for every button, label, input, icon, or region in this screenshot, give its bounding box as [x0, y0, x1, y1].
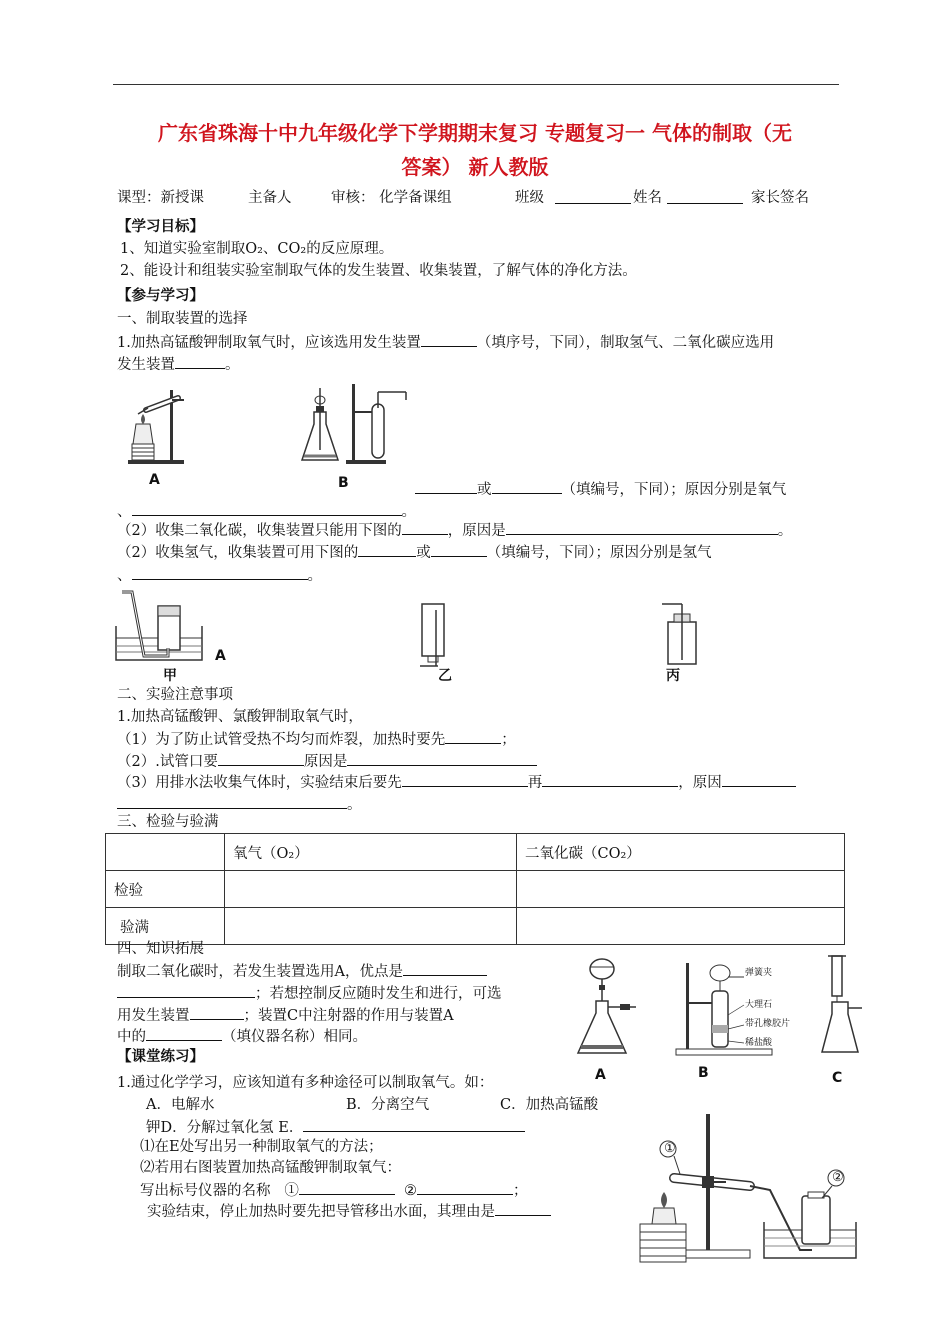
- co2-collect-text: （2）收集二氧化碳，收集装置只能用下图的: [117, 523, 402, 539]
- o2-reason-text: （填编号，下同）；原因分别是氧气: [561, 482, 787, 498]
- sub-question-3-end: ；: [513, 1183, 528, 1199]
- name-label: 姓名: [633, 190, 662, 206]
- parent-signature-label: 家长签名: [751, 190, 809, 206]
- sub-question-2: ⑵若用右图装置加热高锰酸钾制取氧气：: [140, 1160, 401, 1176]
- q1-text-c: 发生装置: [117, 357, 175, 373]
- sub-question-3: 写出标号仪器的名称: [140, 1183, 271, 1199]
- goal-1: 1、知道实验室制取O₂、CO₂的反应原理。: [120, 241, 394, 257]
- practice-apparatus-figure: [630, 1112, 860, 1264]
- fig-label-a-2: A: [215, 648, 226, 664]
- extend-apparatus-a: [574, 955, 644, 1059]
- instrument-blank-2[interactable]: [417, 1180, 513, 1195]
- h2-or: 或: [416, 545, 431, 561]
- o2-comma: 、: [117, 504, 132, 520]
- section-2-title: 二、实验注意事项: [117, 687, 233, 703]
- fig-label-yi: 乙: [438, 668, 452, 684]
- note-3-blank-1[interactable]: [402, 772, 528, 787]
- q1-text-b: （填序号，下同），制取氢气、二氧化碳应选用: [476, 335, 775, 351]
- o2-end: 。: [401, 504, 416, 520]
- section-3-title: 三、检验与验满: [117, 814, 219, 830]
- extend-line-3a: 用发生装置: [117, 1008, 190, 1024]
- table-header-o2: 氧气（O₂）: [225, 834, 517, 871]
- table-cell-co2-test[interactable]: [517, 871, 845, 908]
- name-blank[interactable]: [667, 189, 743, 204]
- q1-blank-2[interactable]: [175, 354, 225, 369]
- page-title-line1: 广东省珠海十中九年级化学下学期期末复习 专题复习一 气体的制取（无: [158, 121, 792, 145]
- sub-question-1: ⑴在E处写出另一种制取氧气的方法；: [140, 1139, 383, 1155]
- note-2-text: （2）.试管口要: [117, 754, 218, 770]
- tag-spring-clip: 弹簧夹: [745, 968, 773, 978]
- note-2-blank-2[interactable]: [347, 751, 537, 766]
- o2-collect-blank-2[interactable]: [492, 479, 562, 494]
- table-cell-co2-full[interactable]: [517, 908, 845, 945]
- option-d-e: 钾D．分解过氧化氢 E．: [146, 1120, 304, 1136]
- table-cell-o2-full[interactable]: [225, 908, 517, 945]
- note-2-reason: 原因是: [303, 754, 348, 770]
- h2-collect-text: （2）收集氢气，收集装置可用下图的: [117, 545, 359, 561]
- collection-yi-figure: [414, 600, 454, 670]
- notes-intro: 1.加热高锰酸钾、氯酸钾制取氧气时，: [117, 709, 363, 725]
- note-3-then: 再: [527, 775, 543, 791]
- note-3-blank-4[interactable]: [117, 794, 347, 809]
- sub-question-4-blank[interactable]: [495, 1201, 551, 1216]
- table-row-full-label: 验满: [106, 908, 225, 945]
- section-4-title: 四、知识拓展: [117, 941, 204, 957]
- table-row-test-label: 检验: [106, 871, 225, 908]
- co2-end: 。: [777, 523, 793, 539]
- note-1-end: ；: [501, 732, 516, 748]
- instrument-number-1: ①: [284, 1183, 299, 1199]
- page-title-line2: 答案） 新人教版: [401, 155, 549, 179]
- o2-collect-blank-1[interactable]: [415, 479, 477, 494]
- extend-line-4b: （填仪器名称）相同。: [222, 1029, 367, 1045]
- option-c: C．加热高锰酸: [500, 1097, 599, 1113]
- extend-line-4a: 中的: [117, 1029, 146, 1045]
- option-b: B．分离空气: [346, 1097, 430, 1113]
- sub-question-4: 实验结束，停止加热时要先把导管移出水面，其理由是: [147, 1204, 495, 1220]
- h2-collect-blank-1[interactable]: [358, 542, 416, 557]
- option-a: A．电解水: [146, 1097, 215, 1113]
- h2-reason-blank[interactable]: [132, 565, 308, 580]
- note-2-blank-1[interactable]: [218, 751, 304, 766]
- fig-label-b: B: [338, 475, 349, 491]
- extend-apparatus-c: [818, 952, 866, 1058]
- extend-fig-label-c: C: [832, 1070, 843, 1086]
- co2-reason-blank[interactable]: [506, 520, 778, 535]
- instrument-blank-1[interactable]: [299, 1180, 395, 1195]
- apparatus-a-figure: [126, 384, 196, 466]
- fig-label-bing: 丙: [666, 668, 680, 684]
- extend-blank-3[interactable]: [190, 1005, 244, 1020]
- note-3-reason: ，原因: [678, 775, 722, 791]
- h2-collect-blank-2[interactable]: [431, 542, 487, 557]
- participate-heading: 【参与学习】: [117, 287, 204, 304]
- class-label: 班级: [515, 190, 544, 206]
- course-type: 课型：新授课: [117, 190, 204, 206]
- practice-heading: 【课堂练习】: [117, 1048, 204, 1065]
- note-3-blank-3[interactable]: [722, 772, 796, 787]
- co2-reason-label: ，原因是: [447, 523, 506, 539]
- h2-end: 。: [307, 568, 322, 584]
- collection-bing-figure: [660, 600, 704, 668]
- section-1-title: 一、制取装置的选择: [117, 311, 248, 327]
- table-corner: [106, 834, 225, 871]
- instrument-number-2: ②: [404, 1183, 418, 1199]
- co2-collect-blank[interactable]: [402, 520, 448, 535]
- note-3-text: （3）用排水法收集气体时，实验结束后要先: [117, 775, 402, 791]
- extend-apparatus-b: [672, 955, 792, 1059]
- h2-reason-text: （填编号，下同）；原因分别是氢气: [486, 545, 712, 561]
- extend-fig-label-b: B: [698, 1065, 709, 1081]
- header-rule: [113, 84, 839, 85]
- note-1-text: （1）为了防止试管受热不均匀而炸裂，加热时要先: [117, 732, 446, 748]
- practice-mark-2: ②: [832, 1170, 844, 1185]
- apparatus-b-figure: [300, 378, 412, 468]
- h2-comma: 、: [117, 568, 132, 584]
- collection-jia-figure: [112, 590, 208, 664]
- fig-label-jia: 甲: [163, 668, 177, 684]
- extend-line-1: 制取二氧化碳时，若发生装置选用A，优点是: [117, 964, 403, 980]
- q1-text-a: 1.加热高锰酸钾制取氧气时，应该选用发生装置: [117, 335, 421, 351]
- extend-fig-label-a: A: [595, 1067, 606, 1083]
- note-3-blank-2[interactable]: [542, 772, 678, 787]
- practice-mark-1: ①: [664, 1141, 676, 1156]
- practice-q1: 1.通过化学学习，应该知道有多种途径可以制取氧气。如：: [117, 1075, 494, 1091]
- extend-blank-4[interactable]: [146, 1026, 222, 1041]
- q1-blank-1[interactable]: [421, 332, 477, 347]
- or-text: 或: [477, 482, 492, 498]
- goal-2: 2、能设计和组装实验室制取气体的发生装置、收集装置，了解气体的净化方法。: [120, 263, 637, 279]
- o2-reason-blank[interactable]: [132, 501, 402, 516]
- tag-marble: 大理石: [745, 1000, 773, 1010]
- test-table: [105, 833, 845, 945]
- option-e-blank[interactable]: [303, 1117, 525, 1132]
- table-header-co2: 二氧化碳（CO₂）: [517, 834, 845, 871]
- reviewer: 审核： 化学备课组: [331, 190, 452, 206]
- note-1-blank[interactable]: [445, 729, 501, 744]
- extend-line-3b: ；装置C中注射器的作用与装置A: [243, 1008, 454, 1024]
- preparer: 主备人: [248, 190, 292, 206]
- class-blank[interactable]: [555, 189, 631, 204]
- extend-line-2: ；若想控制反应随时发生和进行，可选: [255, 986, 502, 1002]
- note-3-end: 。: [347, 797, 362, 813]
- fig-label-a: A: [149, 472, 160, 488]
- q1-end: 。: [225, 357, 240, 373]
- extend-blank-2[interactable]: [117, 983, 255, 998]
- goals-heading: 【学习目标】: [117, 218, 204, 235]
- extend-blank-1[interactable]: [403, 961, 487, 976]
- tag-rubber-sheet: 带孔橡胶片: [745, 1019, 791, 1029]
- tag-hydrochloric-acid: 稀盐酸: [745, 1038, 773, 1048]
- table-cell-o2-test[interactable]: [225, 871, 517, 908]
